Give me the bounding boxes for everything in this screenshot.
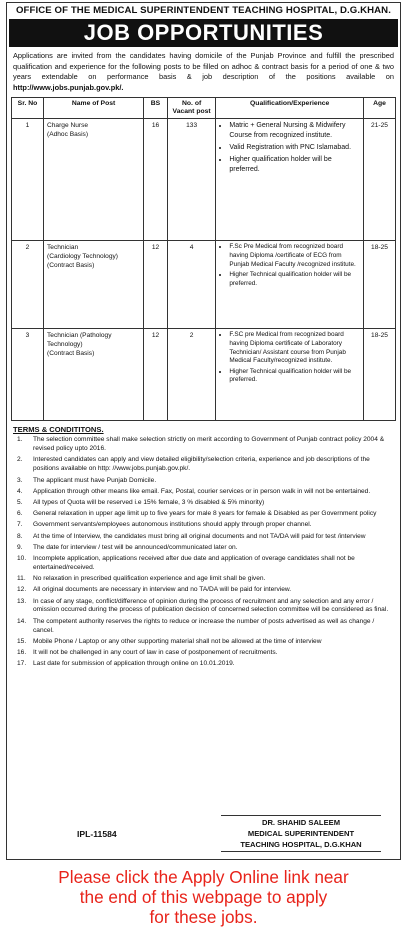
apply-notice-line: for these jobs. [149,907,258,927]
term-text: No relaxation in prescribed qualification experience and age limit shall be given. [33,575,266,583]
qualification-item: • Valid Registration with PNC Islamabad. [229,143,360,153]
cell-vacant: 4 [167,241,216,329]
apply-notice-line: the end of this webpage to apply [79,887,328,907]
term-item [13,533,394,542]
term-number: 16. [17,648,27,656]
table-row [12,329,396,421]
posts-table [11,97,396,421]
term-number: 17. [17,660,27,668]
term-text: In case of any stage, conflict/difference of opinion during the process of recruitment and any selection and any error / omission occurred during the process of publication decision of concerned selection committee will be considered as final. [33,597,389,614]
post-name-line: Charge Nurse [47,122,89,130]
term-item [13,638,394,647]
term-text: Application through other means like email. Fax, Postal, courier services or in person walk in will not be entertained. [33,487,371,495]
cell-name [44,329,144,421]
qualification-item: • Matric + General Nursing & Midwifery Course from recognized institute. [229,121,360,141]
term-number: 8. [17,532,23,540]
cell-age: 18-25 [363,241,395,329]
cell-age: 18-25 [363,329,395,421]
term-item [13,488,394,497]
job-advertisement [6,2,401,860]
term-item [13,477,394,486]
cell-vacant: 2 [167,329,216,421]
term-item [13,436,394,454]
term-text: All types of Quota will be reserved i.e 15% female, 3 % disabled & 5% minority) [33,499,265,506]
term-item [13,521,394,530]
qualification-item: • Higher Technical qualification holder will be preferred. [229,271,360,288]
post-name-line: Technician (Pathology Technology) [47,332,112,349]
term-item [13,499,394,508]
header-bs: BS [144,98,168,119]
term-item [13,649,394,658]
term-item [13,575,394,584]
term-item [13,456,394,474]
header-name: Name of Post [44,98,144,119]
term-number: 3. [17,476,23,484]
term-number: 10. [17,555,27,563]
qualification-item: • Higher Technical qualification holder will be preferred. [229,368,360,385]
intro-text: Applications are invited from the candidates having domicile of the Punjab Province and fulfill the prescribed qualification and experience for the following posts to be filled on adhoc & contract basis for a period of one & two years extendable on performance basis & job description of the positions available on [13,51,394,82]
header-sr: Sr. No [12,98,44,119]
term-item [13,618,394,636]
signatory-name: DR. SHAHID SALEEM [261,818,341,827]
term-item [13,544,394,553]
term-number: 6. [17,510,23,518]
term-number: 12. [17,586,27,594]
term-number: 7. [17,521,23,529]
terms-heading: TERMS & CONDITITONS. [13,425,104,435]
term-text: The applicant must have Punjab Domicile. [33,476,157,484]
term-item [13,586,394,595]
table-header-row [12,98,396,119]
signature-block [221,815,381,852]
term-item [13,598,394,616]
cell-bs: 12 [144,241,168,329]
terms-list [13,436,394,669]
signatory-institution: TEACHING HOSPITAL, D.G.KHAN [240,840,362,849]
apply-online-notice [0,867,407,927]
post-name-line: (Cardiology Technology) [47,253,118,261]
term-text: Last date for submission of application through online on 10.01.2019. [33,660,235,668]
qualification-item: • F.Sc Pre Medical from recognized board having Diploma /certificate of ECG from Punjab Medical Faculty /recognized institute. [229,243,360,269]
intro-paragraph [13,51,394,93]
term-text: General relaxation in upper age limit up to five years for male 8 years for female & Disabled as per Government policy [33,510,377,518]
cell-sr: 1 [12,119,44,241]
term-number: 11. [17,575,26,583]
cell-bs: 12 [144,329,168,421]
post-name-line: (Contract Basis) [47,262,95,270]
cell-sr: 2 [12,241,44,329]
post-name-line: (Contract Basis) [47,350,95,358]
term-text: The competent authority reserves the rights to reduce or increase the number of posts advertised as well as change / cancel. [33,617,375,634]
cell-age: 21-25 [363,119,395,241]
term-number: 2. [17,456,23,464]
post-name-line: Technician [47,244,79,252]
term-number: 1. [17,436,23,444]
term-number: 14. [17,617,27,625]
term-text: Government servants/employees autonomous institutions should apply through proper channel. [33,521,312,529]
term-number: 4. [17,487,23,495]
term-number: 15. [17,637,27,645]
header-age: Age [363,98,395,119]
cell-qualification [216,119,364,241]
term-number: 5. [17,499,23,506]
post-name-line: (Adhoc Basis) [47,131,89,139]
job-opportunities-banner: JOB OPPORTUNITIES [9,19,398,47]
term-text: At the time of Interview, the candidates must bring all original documents and not TA/DA will paid for test /interview [33,532,366,540]
intro-url: http://www.jobs.punjab.gov.pk/. [13,82,124,92]
table-row [12,119,396,241]
header-qualification: Qualification/Experience [216,98,364,119]
cell-sr: 3 [12,329,44,421]
term-item [13,510,394,519]
cell-qualification [216,329,364,421]
term-number: 9. [17,543,23,551]
cell-bs: 16 [144,119,168,241]
term-text: Mobile Phone / Laptop or any other supporting material shall not be allowed at the time of interview [33,637,322,645]
header-vacant: No. of Vacant post [167,98,216,119]
term-number: 13. [17,597,27,605]
ad-footer [7,815,400,855]
table-row [12,241,396,329]
term-text: All original documents are necessary in interview and no TA/DA will be paid for interview. [33,586,292,594]
term-text: The selection committee shall make selection strictly on merit according to Government of Punjab contract policy 2004 & revised policy upto 2016. [33,436,385,453]
term-text: The date for interview / test will be announced/communicated later on. [33,543,238,551]
term-item [13,555,394,573]
term-text: It will not be challenged in any court of law in case of postponement of recruitments. [33,648,278,656]
apply-notice-line: Please click the Apply Online link near [58,867,349,887]
cell-qualification [216,241,364,329]
term-text: Incomplete application, applications received after due date and application of overage candidates shall not be entertained/received. [33,555,355,571]
cell-vacant: 133 [167,119,216,241]
qualification-item: • Higher qualification holder will be preferred. [229,155,360,175]
ipl-number: IPL-11584 [77,829,117,839]
cell-name [44,119,144,241]
term-text: Interested candidates can apply and view detailed eligibility/selection criteria, experience and job descriptions of the positions available on http: //www.jobs.punjab.gov.pk/. [33,456,370,473]
term-item [13,660,394,669]
qualification-item: • F.SC pre Medical from recognized board having Diploma certificate of Laboratory Technician/ Assistant course from Punjab Medical Faculty/recognized institute. [229,331,360,365]
cell-name [44,241,144,329]
signatory-title: MEDICAL SUPERINTENDENT [247,829,355,838]
office-title: OFFICE OF THE MEDICAL SUPERINTENDENT TEACHING HOSPITAL, D.G.KHAN. [16,5,391,16]
